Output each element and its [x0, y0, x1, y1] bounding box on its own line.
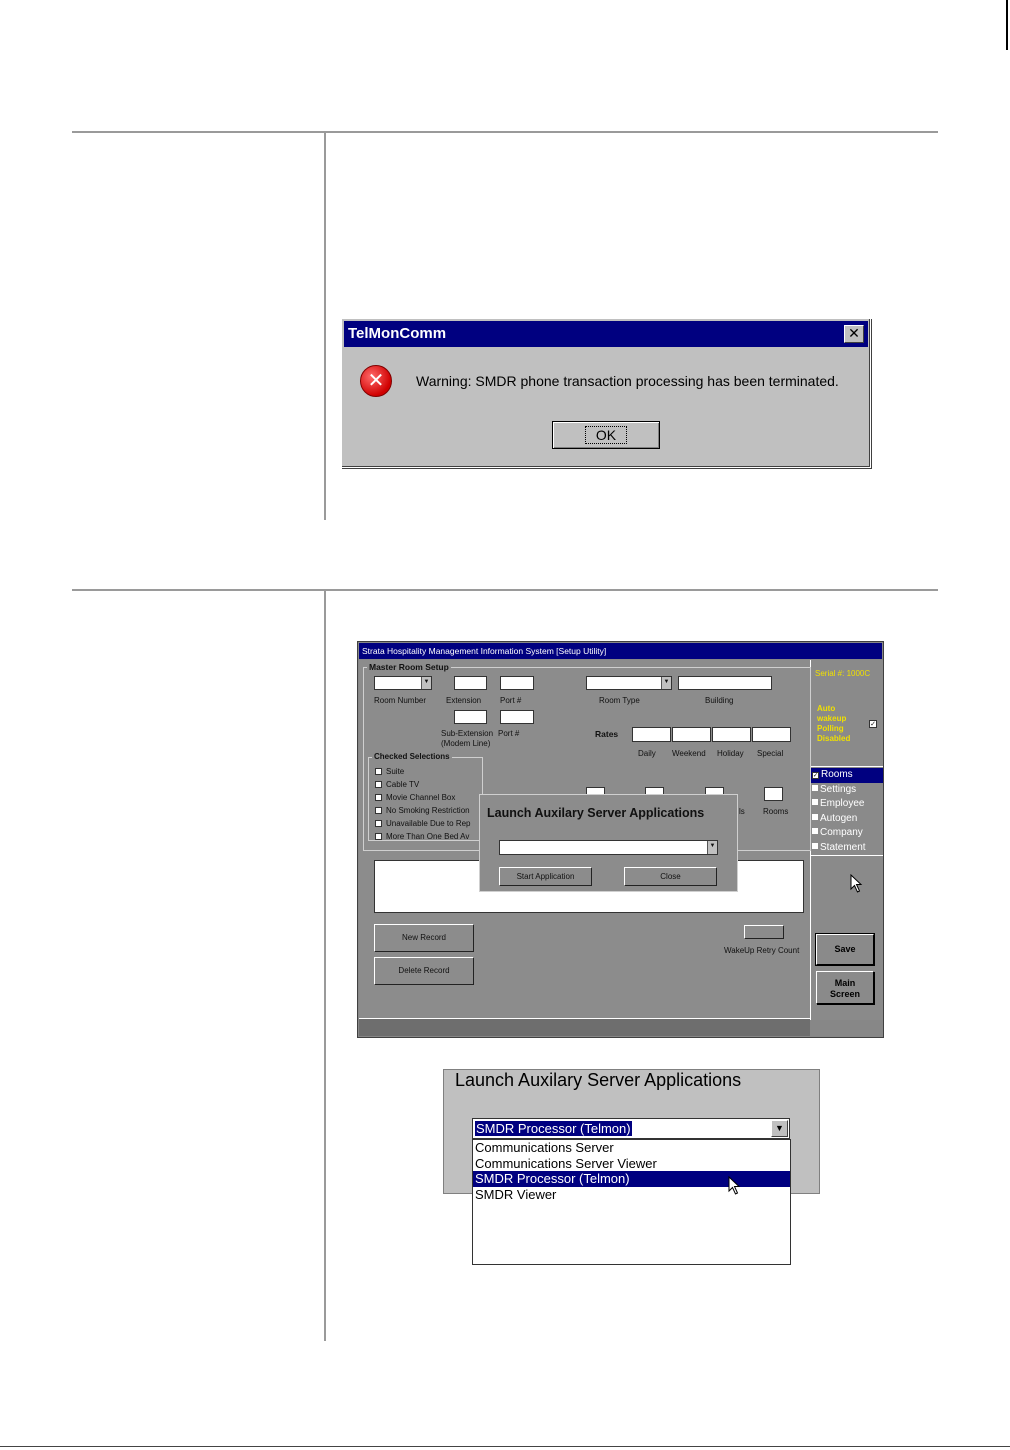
rooms-label: Rooms	[763, 807, 789, 816]
side-menu-item-statement[interactable]	[811, 841, 883, 856]
menu-divider	[811, 766, 883, 767]
dialog-titlebar	[344, 321, 868, 347]
side-menu-label: Employee	[820, 798, 865, 809]
ok-button-label: OK	[586, 427, 626, 443]
launch-aux-zoom-title: Launch Auxilary Server Applications	[452, 1070, 744, 1091]
page-edge-mark	[1006, 0, 1008, 50]
suite-checkbox[interactable]	[375, 768, 382, 775]
holiday-label: Holiday	[717, 749, 744, 758]
unavailable-label: Unavailable Due to Rep	[386, 819, 471, 828]
checked-selections-title: Checked Selections	[374, 752, 450, 761]
error-icon: ✕	[360, 365, 392, 397]
start-application-button[interactable]: Start Application	[499, 867, 592, 886]
daily-label: Daily	[638, 749, 656, 758]
square-icon	[812, 814, 818, 820]
auto-wakeup-line: Disabled	[817, 734, 851, 743]
count-field-4[interactable]	[764, 787, 783, 801]
dialog-title: TelMonComm	[348, 325, 447, 342]
auto-wakeup-line: Polling	[817, 724, 844, 733]
modem-line-label: (Modem Line)	[441, 739, 491, 748]
main-screen-label: Main	[834, 978, 856, 988]
modem-port-field[interactable]	[500, 710, 534, 724]
launch-aux-title: Launch Auxilary Server Applications	[487, 806, 705, 820]
close-icon[interactable]: ✕	[844, 325, 864, 343]
rate-weekend-field[interactable]	[672, 727, 711, 742]
port-label: Port #	[500, 696, 522, 705]
main-screen-label: Screen	[829, 989, 861, 999]
side-menu	[811, 768, 883, 855]
launch-app-options-list	[472, 1139, 791, 1265]
wakeup-retry-field[interactable]	[744, 925, 784, 939]
rates-label: Rates	[595, 729, 619, 739]
cable-tv-label: Cable TV	[386, 780, 420, 789]
master-room-group-label: Master Room Setup	[369, 662, 449, 672]
weekend-label: Weekend	[672, 749, 706, 758]
rate-daily-field[interactable]	[632, 727, 671, 742]
auto-wakeup-line: wakeup	[817, 714, 847, 723]
new-record-button[interactable]: New Record	[374, 924, 474, 952]
movie-channel-label: Movie Channel Box	[386, 793, 456, 802]
ok-button[interactable]	[552, 421, 660, 449]
side-menu-item-employee[interactable]	[811, 797, 883, 812]
extension-label: Extension	[446, 696, 482, 705]
checkbox-checked-icon: ✓	[813, 773, 819, 779]
ls-label: ls	[739, 807, 745, 816]
movie-channel-checkbox[interactable]	[375, 794, 382, 801]
launch-close-button[interactable]: Close	[624, 867, 717, 886]
footer-rule	[0, 1446, 1010, 1447]
chevron-down-icon[interactable]: ▼	[661, 677, 671, 689]
side-menu-item-autogen[interactable]	[811, 812, 883, 827]
launch-app-combo[interactable]	[499, 840, 718, 855]
launch-app-option[interactable]: Communications Server Viewer	[475, 1155, 657, 1171]
auto-wakeup-checkbox[interactable]: ✓	[870, 721, 876, 728]
modem-port-label: Port #	[498, 729, 520, 738]
launch-app-option-highlighted[interactable]: SMDR Processor (Telmon)	[473, 1171, 790, 1187]
room-type-combo[interactable]	[586, 676, 672, 690]
auto-wakeup-line: Auto	[817, 704, 836, 713]
building-field[interactable]	[678, 676, 772, 690]
suite-label: Suite	[386, 767, 405, 776]
column-divider-1	[324, 133, 326, 520]
chevron-down-icon[interactable]: ▼	[771, 1120, 788, 1137]
launch-app-option[interactable]: SMDR Viewer	[475, 1186, 557, 1202]
rate-special-field[interactable]	[752, 727, 791, 742]
room-number-label: Room Number	[374, 696, 427, 705]
rate-holiday-field[interactable]	[712, 727, 751, 742]
room-type-label: Room Type	[599, 696, 640, 705]
square-icon	[812, 828, 818, 834]
side-menu-item-settings[interactable]	[811, 783, 883, 798]
square-icon	[812, 799, 818, 805]
chevron-down-icon[interactable]: ▼	[707, 841, 717, 854]
mouse-pointer-icon	[728, 1176, 742, 1196]
unavailable-checkbox[interactable]	[375, 820, 382, 827]
side-menu-item-company[interactable]	[811, 826, 883, 841]
launch-app-option[interactable]: Communications Server	[475, 1140, 614, 1155]
wakeup-retry-label: WakeUp Retry Count	[724, 946, 800, 955]
extension-field[interactable]	[454, 676, 487, 690]
cable-tv-checkbox[interactable]	[375, 781, 382, 788]
sub-extension-field[interactable]	[454, 710, 487, 724]
square-icon	[812, 843, 818, 849]
square-icon	[812, 785, 818, 791]
no-smoking-label: No Smoking Restriction	[386, 806, 470, 815]
side-menu-label: Settings	[820, 783, 857, 795]
main-screen-button[interactable]	[816, 971, 874, 1004]
side-menu-label: Autogen	[820, 812, 858, 824]
more-beds-label: More Than One Bed Av	[386, 832, 470, 841]
sub-extension-label: Sub-Extension	[441, 729, 494, 738]
section-divider-middle	[72, 589, 938, 591]
dialog-message: Warning: SMDR phone transaction processing has been terminated.	[416, 373, 839, 389]
save-button[interactable]: Save	[816, 934, 874, 965]
room-number-combo[interactable]	[374, 676, 432, 690]
side-menu-label: Rooms	[821, 769, 853, 780]
column-divider-2	[324, 591, 326, 1341]
side-menu-label: Statement	[820, 841, 866, 853]
delete-record-button[interactable]: Delete Record	[374, 957, 474, 985]
status-bar	[359, 1018, 810, 1036]
no-smoking-checkbox[interactable]	[375, 807, 382, 814]
more-beds-checkbox[interactable]	[375, 833, 382, 840]
section-divider-top	[72, 131, 938, 133]
mouse-pointer-icon	[850, 874, 864, 894]
side-menu-label: Company	[820, 827, 863, 838]
serial-number: Serial #: 1000C	[815, 669, 871, 678]
telmoncomm-warning-dialog	[341, 318, 871, 468]
port-field[interactable]	[500, 676, 534, 690]
side-menu-item-rooms[interactable]	[811, 768, 883, 783]
launch-app-select[interactable]	[472, 1118, 790, 1139]
setup-utility-window	[357, 641, 884, 1038]
auto-wakeup-label	[817, 704, 850, 744]
special-label: Special	[757, 749, 784, 758]
menu-divider-bottom	[811, 855, 883, 856]
app-title: Strata Hospitality Management Information System [Setup Utility]	[359, 643, 882, 659]
building-label: Building	[705, 696, 734, 705]
launch-app-selected-value: SMDR Processor (Telmon)	[476, 1121, 631, 1136]
chevron-down-icon[interactable]: ▼	[421, 677, 431, 689]
